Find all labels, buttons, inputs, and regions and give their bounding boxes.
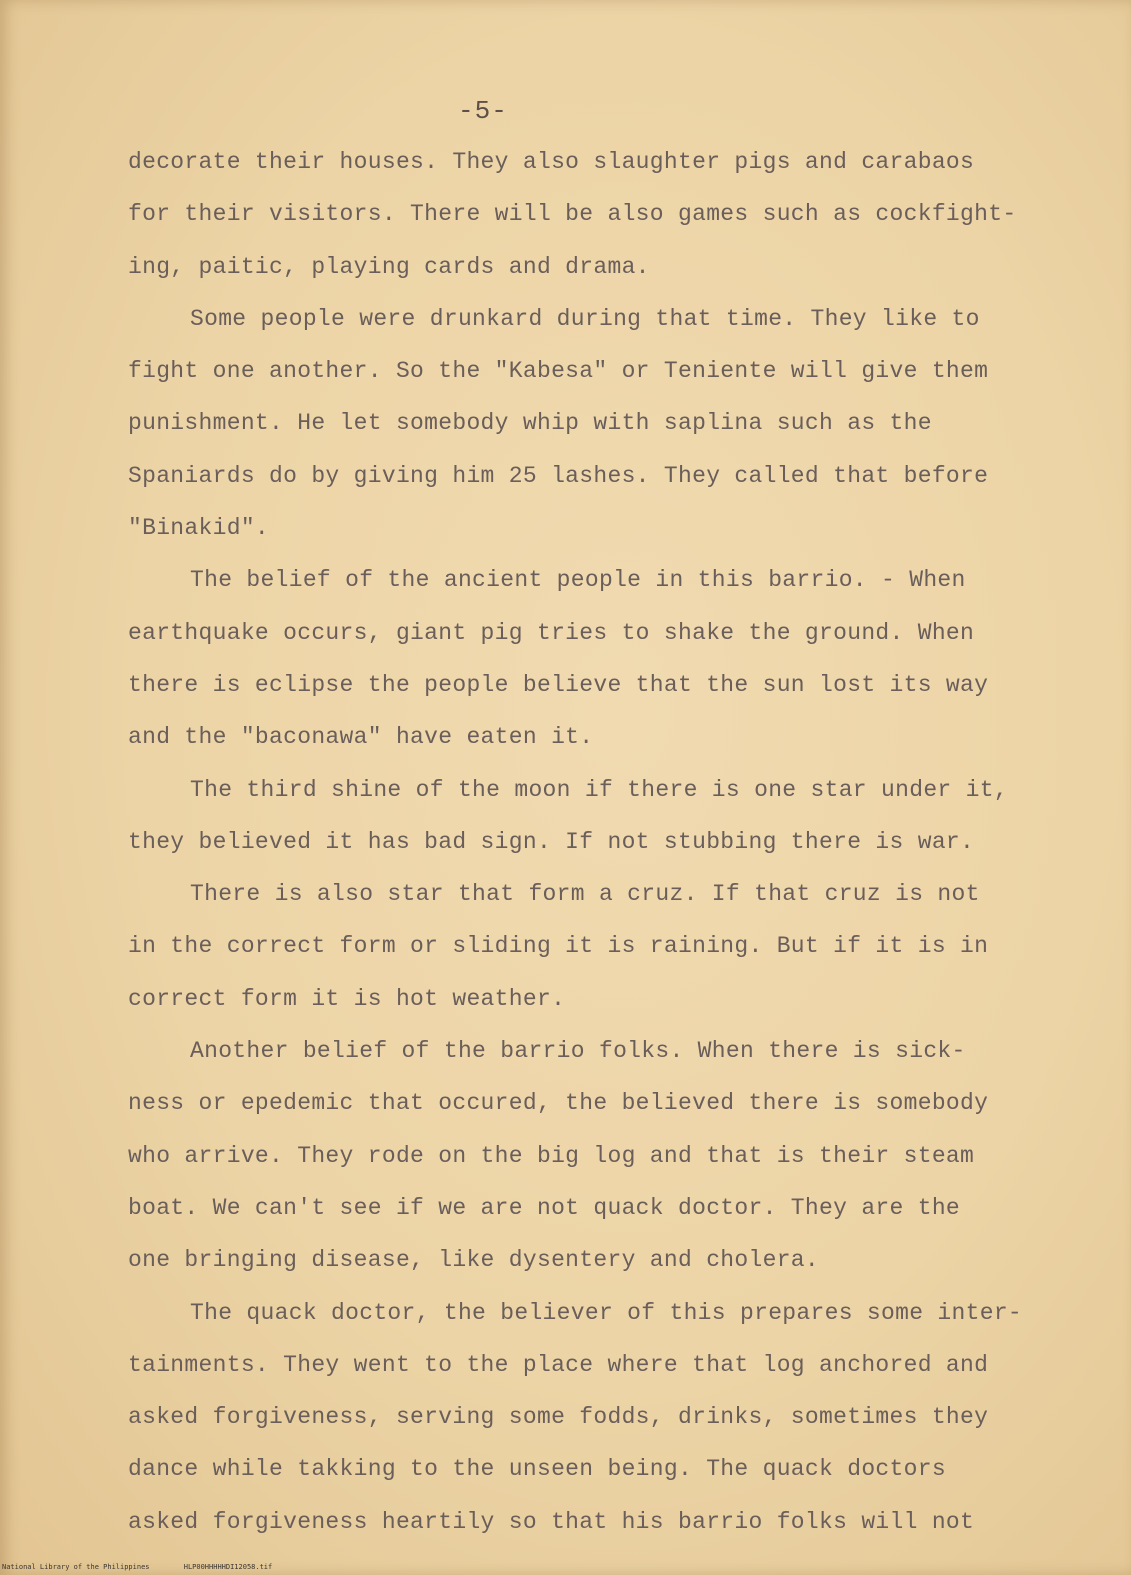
text-line: dance while takking to the unseen being. The quack doctors xyxy=(128,1456,946,1483)
text-line: "Binakid". xyxy=(128,515,270,542)
text-line: one bringing disease, like dysentery and cholera. xyxy=(128,1247,820,1274)
text-line: and the "baconawa" have eaten it. xyxy=(128,724,594,751)
footer-file-id: HLP00HHHHHDI12058.tif xyxy=(183,1563,273,1571)
text-line: earthquake occurs, giant pig tries to shake the ground. When xyxy=(128,619,975,646)
text-line: punishment. He let somebody whip with saplina such as the xyxy=(128,410,932,437)
text-line: ness or epedemic that occured, the believed there is somebody xyxy=(128,1090,989,1117)
text-line: The quack doctor, the believer of this prepares some inter- xyxy=(190,1299,1023,1326)
text-line: for their visitors. There will be also games such as cockfight- xyxy=(128,201,1017,228)
text-line: asked forgiveness, serving some fodds, drinks, sometimes they xyxy=(128,1404,989,1431)
typed-body-text xyxy=(128,136,1088,1548)
scan-footer xyxy=(2,1563,272,1571)
text-line: who arrive. They rode on the big log and that is their steam xyxy=(128,1142,975,1169)
text-line: tainments. They went to the place where that log anchored and xyxy=(128,1351,989,1378)
text-line: boat. We can't see if we are not quack doctor. They are the xyxy=(128,1194,961,1221)
text-line: The belief of the ancient people in this barrio. - When xyxy=(190,567,966,594)
text-line: There is also star that form a cruz. If that cruz is not xyxy=(190,881,980,908)
text-line: asked forgiveness heartily so that his barrio folks will not xyxy=(128,1508,975,1535)
text-line: in the correct form or sliding it is raining. But if it is in xyxy=(128,933,989,960)
footer-library-name: National Library of the Philippines xyxy=(2,1563,150,1571)
text-line: ing, paitic, playing cards and drama. xyxy=(128,253,650,280)
text-line: Another belief of the barrio folks. When there is sick- xyxy=(190,1038,966,1065)
text-line: decorate their houses. They also slaughter pigs and carabaos xyxy=(128,149,975,175)
text-line: they believed it has bad sign. If not stubbing there is war. xyxy=(128,828,975,855)
text-line: Spaniards do by giving him 25 lashes. They called that before xyxy=(128,462,989,489)
text-line: fight one another. So the "Kabesa" or Teniente will give them xyxy=(128,358,989,385)
text-line: correct form it is hot weather. xyxy=(128,985,566,1012)
text-line: The third shine of the moon if there is one star under it, xyxy=(190,776,1008,803)
text-line: there is eclipse the people believe that the sun lost its way xyxy=(128,671,989,698)
page-number: -5- xyxy=(458,96,508,126)
text-line: Some people were drunkard during that time. They like to xyxy=(190,305,980,332)
